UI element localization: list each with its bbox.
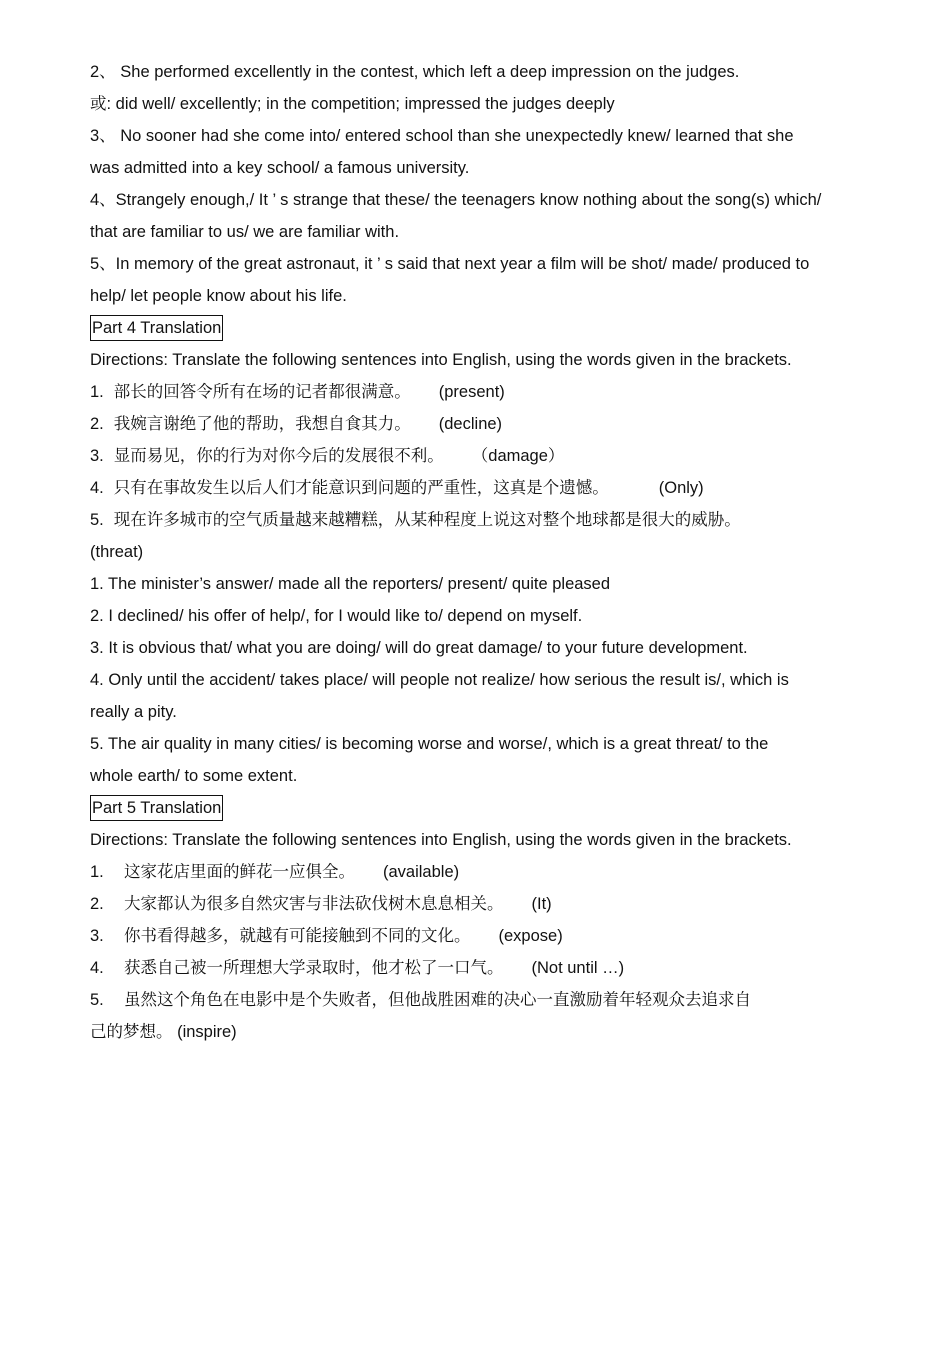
answer-line: 3. It is obvious that/ what you are doing/ will do great damage/ to your future development. — [90, 639, 748, 657]
answer-line: really a pity. — [90, 703, 177, 721]
question-hint: (present) — [438, 383, 505, 401]
question-item — [90, 920, 950, 952]
question-number: 1. — [90, 383, 104, 401]
question-item — [90, 984, 950, 1016]
question-hint: (It) — [531, 895, 552, 913]
question-item — [90, 504, 950, 536]
question-hint: (Not until …) — [531, 959, 625, 977]
question-text: 获悉自己被一所理想大学录取时，他才松了一口气。 — [124, 959, 504, 977]
directions: Directions: Translate the following sentences into English, using the words given in the brackets. — [90, 351, 792, 369]
question-number: 5. — [90, 991, 104, 1009]
document-page — [90, 56, 950, 1048]
answer-line: 或: did well/ excellently; in the competition; impressed the judges deeply — [90, 95, 615, 113]
question-hint: （damage） — [471, 447, 565, 465]
part4-header — [90, 312, 950, 344]
question-text: 这家花店里面的鲜花一应俱全。 — [124, 863, 355, 881]
answer-line: 4、Strangely enough,/ It ’ s strange that these/ the teenagers know nothing about the song(s) which/ — [90, 191, 822, 209]
section-title: Part 5 Translation — [90, 795, 223, 821]
answer-line: 1. The minister’s answer/ made all the reporters/ present/ quite pleased — [90, 575, 611, 593]
question-text: 只有在事故发生以后人们才能意识到问题的严重性，这真是个遗憾。 — [113, 479, 609, 497]
question-number: 3. — [90, 447, 104, 465]
question-hint: (decline) — [438, 415, 503, 433]
question-text: 现在许多城市的空气质量越来越糟糕，从某种程度上说这对整个地球都是很大的威胁。 — [113, 511, 741, 529]
directions: Directions: Translate the following sentences into English, using the words given in the brackets. — [90, 831, 792, 849]
question-text: 我婉言谢绝了他的帮助，我想自食其力。 — [113, 415, 411, 433]
question-number: 2. — [90, 895, 104, 913]
question-text: 大家都认为很多自然灾害与非法砍伐树木息息相关。 — [124, 895, 504, 913]
question-item — [90, 856, 950, 888]
question-text: 你书看得越多，就越有可能接触到不同的文化。 — [124, 927, 471, 945]
question-item — [90, 376, 950, 408]
question-text: 虽然这个角色在电影中是个失败者，但他战胜困难的决心一直激励着年轻观众去追求自 — [124, 991, 751, 1009]
answer-line: 4. Only until the accident/ takes place/ will people not realize/ how serious the result is/, which is — [90, 671, 789, 689]
question-item — [90, 952, 950, 984]
question-item — [90, 440, 950, 472]
answer-line: 2. I declined/ his offer of help/, for I would like to/ depend on myself. — [90, 607, 583, 625]
answer-line: was admitted into a key school/ a famous university. — [90, 159, 470, 177]
question-number: 2. — [90, 415, 104, 433]
answer-line: whole earth/ to some extent. — [90, 767, 298, 785]
question-number: 3. — [90, 927, 104, 945]
question-text: 显而易见，你的行为对你今后的发展很不利。 — [113, 447, 444, 465]
question-hint: (available) — [383, 863, 460, 881]
question-item — [90, 888, 950, 920]
question-hint: (threat) — [90, 543, 144, 561]
answer-line: 5、In memory of the great astronaut, it ’ s said that next year a film will be shot/ made/ produced to — [90, 255, 810, 273]
question-number: 4. — [90, 479, 104, 497]
question-number: 4. — [90, 959, 104, 977]
part5-header — [90, 792, 950, 824]
answer-line: 5. The air quality in many cities/ is becoming worse and worse/, which is a great threat/ to the — [90, 735, 769, 753]
answer-line: help/ let people know about his life. — [90, 287, 347, 305]
question-item — [90, 408, 950, 440]
answer-line: 2、 She performed excellently in the contest, which left a deep impression on the judges. — [90, 63, 740, 81]
question-text: 部长的回答令所有在场的记者都很满意。 — [113, 383, 411, 401]
question-number: 5. — [90, 511, 104, 529]
question-hint: (Only) — [658, 479, 704, 497]
question-item — [90, 472, 950, 504]
answer-line: that are familiar to us/ we are familiar with. — [90, 223, 400, 241]
answer-line: 3、 No sooner had she come into/ entered school than she unexpectedly knew/ learned that she — [90, 127, 794, 145]
question-hint: (expose) — [498, 927, 563, 945]
question-number: 1. — [90, 863, 104, 881]
question-text-continued: 己的梦想。 (inspire) — [90, 1023, 237, 1041]
section-title: Part 4 Translation — [90, 315, 223, 341]
